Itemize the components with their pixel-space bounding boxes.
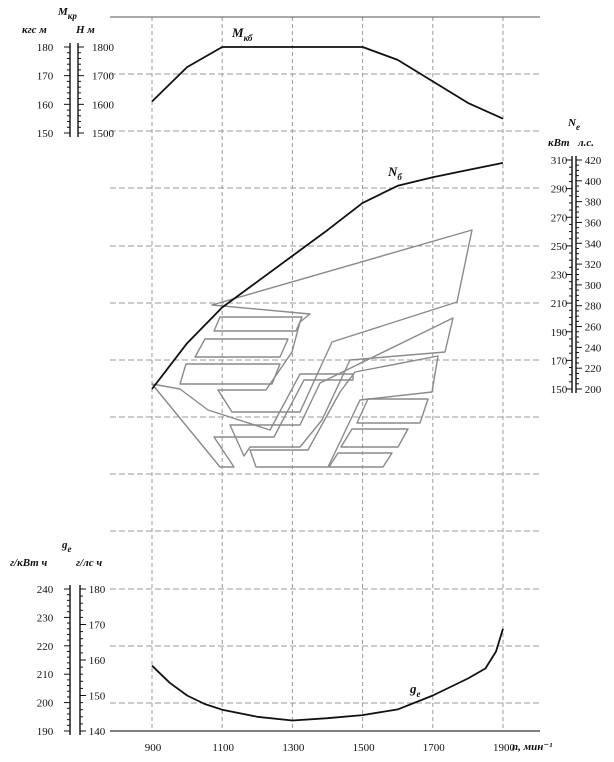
torque-kgsm-tick-label: 150 — [36, 128, 54, 140]
power-hp-tick-label: 360 — [584, 217, 602, 230]
fuel-curve-label: $g_e$ — [410, 681, 421, 699]
torque-kgsm-tick-label: 160 — [36, 99, 54, 112]
fuel-ghph-tick-label: 140 — [88, 726, 106, 738]
fuel-curve — [152, 629, 503, 721]
fuel-ghph-tick-label: 160 — [88, 655, 106, 667]
power-hp-tick-label: 220 — [584, 363, 602, 376]
power-curve-label: $N_б$ — [388, 164, 402, 182]
power-unit-hp: л.с. — [578, 137, 595, 149]
power-hp-tick-label: 300 — [584, 279, 602, 292]
power-hp-tick-label: 260 — [584, 321, 602, 334]
power-kw-tick-label: 150 — [550, 384, 568, 396]
x-tick-label: 900 — [144, 742, 162, 754]
torque-axis-title: $M_{кр}$ — [58, 6, 77, 21]
torque-unit-kgsm: кгс м — [22, 24, 47, 36]
power-kw-tick-label: 230 — [550, 269, 568, 282]
fuel-gkwh-tick-label: 240 — [36, 584, 54, 596]
power-kw-tick-label: 250 — [550, 240, 568, 253]
power-hp-tick-label: 420 — [584, 155, 602, 167]
power-hp-tick-label: 320 — [584, 259, 602, 272]
power-curve — [152, 163, 503, 389]
power-kw-tick-label: 190 — [550, 326, 568, 339]
torque-curve-label: $M_{кб}$ — [232, 25, 253, 43]
fuel-gkwh-tick-label: 210 — [36, 669, 54, 682]
torque-kgsm-tick-label: 170 — [36, 70, 54, 83]
x-tick-label: 1300 — [282, 742, 305, 754]
fuel-ghph-tick-label: 150 — [88, 690, 106, 703]
wing-logo — [152, 230, 472, 467]
power-axis-title: $N_е$ — [568, 117, 580, 132]
power-hp-tick-label: 280 — [584, 300, 602, 313]
fuel-gkwh-tick-label: 190 — [36, 726, 54, 738]
power-hp-tick-label: 380 — [584, 196, 602, 209]
torque-curve — [152, 47, 503, 119]
power-unit-kw: кВт — [548, 137, 570, 149]
curves-layer — [152, 25, 503, 721]
fuel-ghph-tick-label: 170 — [88, 619, 106, 632]
torque-nm-tick-label: 1700 — [92, 70, 114, 83]
power-kw-tick-label: 270 — [550, 212, 568, 225]
fuel-unit-ghph: г/лс ч — [76, 557, 103, 569]
power-kw-tick-label: 290 — [550, 183, 568, 196]
power-kw-tick-label: 310 — [550, 155, 568, 167]
fuel-gkwh-tick-label: 230 — [36, 612, 54, 625]
x-tick-label: 1500 — [352, 742, 375, 754]
torque-unit-nm: Н м — [76, 24, 95, 36]
power-kw-tick-label: 210 — [550, 298, 568, 311]
torque-kgsm-tick-label: 180 — [36, 42, 54, 54]
power-kw-tick-label: 170 — [550, 355, 568, 368]
x-tick-label: 1700 — [422, 742, 445, 754]
torque-nm-tick-label: 1800 — [92, 42, 114, 54]
fuel-axis-title: $g_е$ — [62, 539, 72, 554]
torque-nm-tick-label: 1500 — [92, 128, 114, 140]
fuel-unit-gkwh: г/кВт ч — [10, 557, 48, 569]
x-tick-label: 1900 — [493, 742, 515, 754]
x-tick-label: 1100 — [212, 742, 234, 754]
fuel-gkwh-tick-label: 220 — [36, 640, 54, 653]
power-hp-tick-label: 400 — [584, 175, 602, 188]
fuel-gkwh-tick-label: 200 — [36, 697, 54, 710]
fuel-ghph-tick-label: 180 — [88, 584, 106, 596]
torque-nm-tick-label: 1600 — [92, 99, 114, 112]
x-axis-title: n, мин⁻¹ — [512, 741, 553, 753]
power-hp-tick-label: 340 — [584, 238, 602, 251]
power-hp-tick-label: 200 — [584, 384, 602, 396]
power-hp-tick-label: 240 — [584, 342, 602, 355]
